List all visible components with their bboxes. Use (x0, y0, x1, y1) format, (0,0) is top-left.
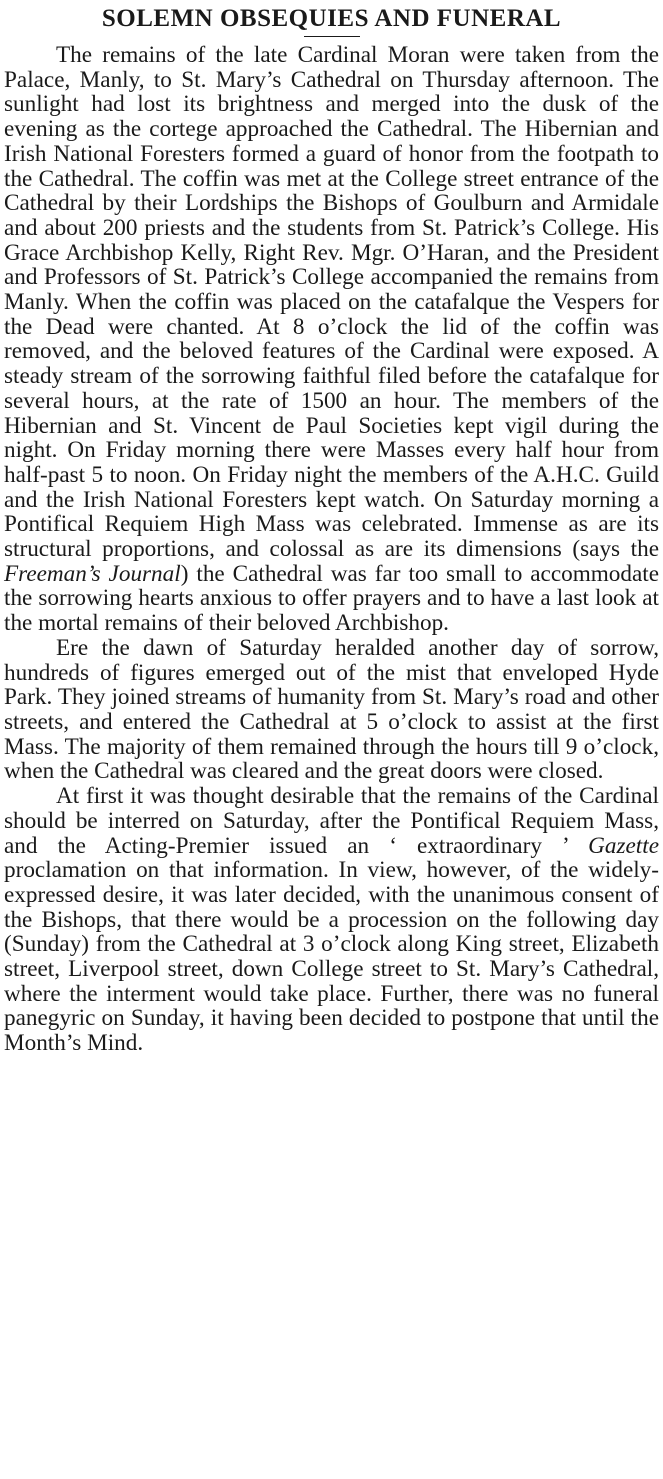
paragraph-1-text-a: The remains of the late Cardinal Moran were taken from the Palace, Manly, to St. Mary’s Cathedral on Thursday afternoon. The sunlight had lost its brightness and merged into the dusk of the evening as the cortege approached the Cathedral. The Hibernian and Irish National Foresters formed a guard of honor from the footpath to the Cathedral. The coffin was met at the College street entrance of the Cathedral by their Lordships the Bishops of Goulburn and Armidale and about 200 priests and the students from St. Patrick’s College. His Grace Archbishop Kelly, Right Rev. Mgr. O’Haran, and the President and Professors of St. Patrick’s College accompanied the remains from Manly. When the coffin was placed on the catafalque the Vespers for the Dead were chanted. At 8 o’clock the lid of the coffin was removed, and the beloved features of the Cardinal were exposed. A steady stream of the sorrowing faithful filed before the catafalque for several hours, at the rate of 1500 an hour. The members of the Hibernian and St. Vincent de Paul Societies kept vigil during the night. On Friday morning there were Masses every half hour from half-past 5 to noon. On Friday night the members of the A.H.C. Guild and the Irish National Foresters kept watch. On Saturday morning a Pontifical Requiem High Mass was celebrated. Immense as are its structural proportions, and colossal as are its dimensions (says the (4, 42, 659, 563)
paragraph-3-text-a: At first it was thought desirable that the remains of the Cardinal should be interred on Saturday, after the Pontifical Requiem Mass, and the Acting-Premier issued an ‘ extraordinary ’ (4, 783, 659, 859)
paragraph-2 (4, 636, 659, 784)
freemans-journal-title: Freeman’s Journal (4, 560, 181, 587)
paragraph-2-text: Ere the dawn of Saturday heralded another day of sorrow, hundreds of figures emerged out of the mist that enveloped Hyde Park. They joined streams of humanity from St. Mary’s road and other streets, and entered the Cathedral at 5 o’clock to assist at the first Mass. The majority of them remained through the hours till 9 o’clock, when the Cathedral was cleared and the great doors were closed. (4, 634, 659, 785)
article-body (4, 43, 659, 1056)
paragraph-3-text-b: proclamation on that information. In view, however, of the widely-expressed desire, it was later decided, with the unanimous consent of the Bishops, that there would be a procession on the following day (Sunday) from the Cathedral at 3 o’clock along King street, Elizabeth street, Liverpool street, down College street to St. Mary’s Cathedral, where the interment would take place. Further, there was no funeral panegyric on Sunday, it having been decided to postpone that until the Month’s Mind. (4, 857, 659, 1057)
headline: SOLEMN OBSEQUIES AND FUNERAL (101, 5, 562, 32)
headline-rule (304, 36, 360, 37)
gazette-title: Gazette (588, 832, 659, 859)
paragraph-1 (4, 43, 659, 636)
paragraph-3 (4, 784, 659, 1056)
paragraph-1-text-b: ) the Cathedral was far too small to accommodate the sorrowing hearts anxious to offer prayers and to have a last look at the mortal remains of their beloved Archbishop. (4, 560, 660, 637)
